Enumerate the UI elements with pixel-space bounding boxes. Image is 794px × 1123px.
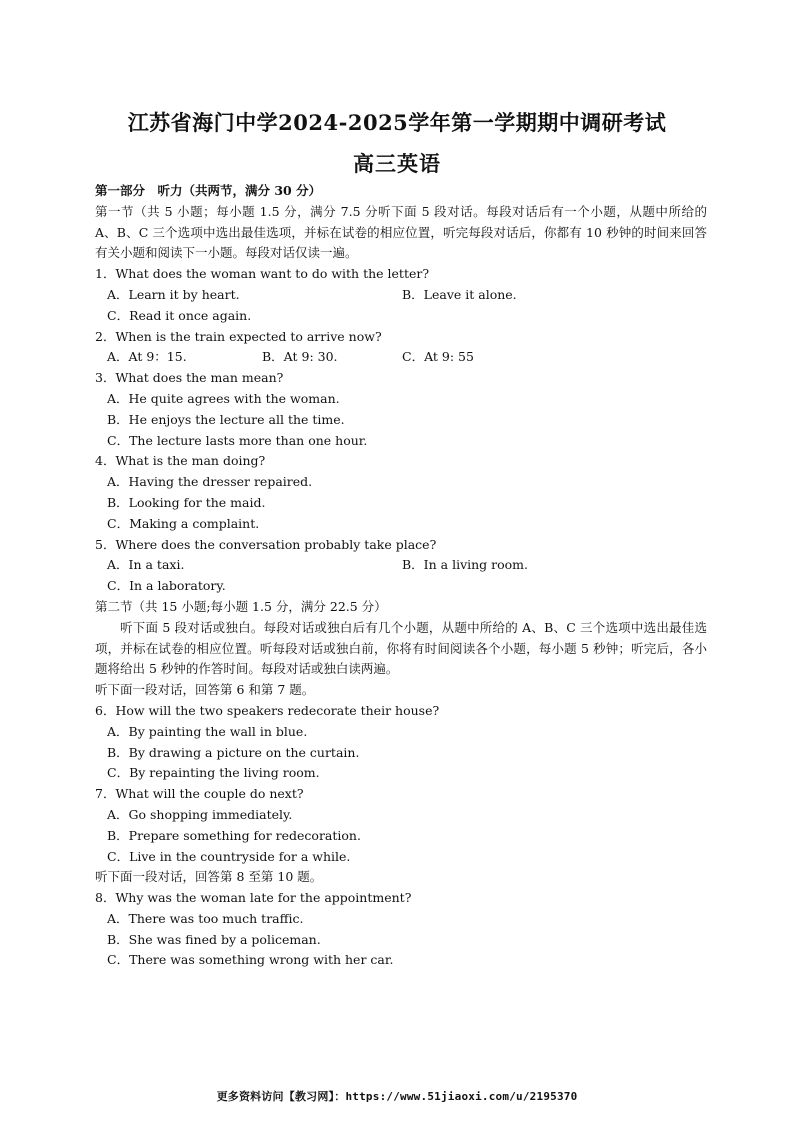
question-2-option-c: C．At 9: 55 bbox=[402, 349, 474, 365]
question-2-stem: 2．When is the train expected to arrive now? bbox=[95, 328, 382, 344]
question-4-stem: 4．What is the man doing? bbox=[95, 453, 266, 469]
question-8-option-b: B．She was fined by a policeman. bbox=[107, 931, 321, 947]
question-2-option-b: B．At 9: 30. bbox=[262, 349, 338, 365]
footer-link-text: 更多资料访问【教习网】：https://www.51jiaoxi.com/u/2195370 bbox=[216, 1090, 578, 1103]
question-5-option-c: C．In a laboratory. bbox=[107, 578, 226, 594]
question-6-option-a: A．By painting the wall in blue. bbox=[107, 723, 308, 739]
question-7-option-c: C．Live in the countryside for a while. bbox=[107, 848, 351, 864]
part1-heading: 第一部分 听力（共两节，满分 30 分） bbox=[95, 183, 322, 198]
section1-intro: 第一节（共 5 小题；每小题 1.5 分，满分 7.5 分听下面 5 段对话。每段对话后有一个小题，从题中所给的 A、B、C 三个选项中选出最佳选项，并标在试卷的相应位置，听完每段对话后，你都有 10 秒钟的时间来回答有关小题和阅读下一小题。每段对话仅读一遍。 bbox=[95, 203, 707, 261]
question-6-option-c: C．By repainting the living room. bbox=[107, 765, 320, 781]
question-3-option-a: A．He quite agrees with the woman. bbox=[107, 390, 340, 406]
section2-intro: 听下面 5 段对话或独白。每段对话或独白后有几个小题，从题中所给的 A、B、C 三个选项中选出最佳选项，并标在试卷的相应位置。听每段对话或独白前，你将有时间阅读各个小题，每小题 5 秒钟；听完后，各小题将给出 5 秒钟的作答时间。每段对话或独白读两遍。 bbox=[95, 619, 707, 677]
question-4-option-b: B．Looking for the maid. bbox=[107, 494, 266, 510]
exam-subtitle: 高三英语 bbox=[353, 151, 441, 176]
question-3-option-c: C．The lecture lasts more than one hour. bbox=[107, 432, 368, 448]
exam-title: 江苏省海门中学2024-2025学年第一学期期中调研考试 bbox=[127, 110, 667, 135]
listen-instruction-6-7: 听下面一段对话，回答第 6 和第 7 题。 bbox=[95, 682, 315, 698]
question-8-stem: 8．Why was the woman late for the appointment? bbox=[95, 890, 412, 906]
listen-instruction-8-10: 听下面一段对话，回答第 8 至第 10 题。 bbox=[95, 869, 323, 885]
question-7-stem: 7．What will the couple do next? bbox=[95, 786, 304, 802]
question-3-option-b: B．He enjoys the lecture all the time. bbox=[107, 411, 345, 427]
question-1-option-b: B．Leave it alone. bbox=[402, 286, 517, 302]
question-7-option-b: B．Prepare something for redecoration. bbox=[107, 827, 361, 843]
question-8-option-c: C．There was something wrong with her car. bbox=[107, 952, 394, 968]
question-4-option-a: A．Having the dresser repaired. bbox=[107, 474, 313, 490]
exam-content bbox=[95, 181, 707, 971]
question-2-option-a: A．At 9：15. bbox=[107, 349, 187, 365]
question-7-option-a: A．Go shopping immediately. bbox=[107, 806, 293, 822]
question-3-stem: 3．What does the man mean? bbox=[95, 370, 284, 386]
question-1-stem: 1．What does the woman want to do with the letter? bbox=[95, 266, 430, 282]
question-1-option-a: A．Learn it by heart. bbox=[107, 286, 240, 302]
question-1-options-row bbox=[95, 285, 707, 306]
question-5-option-b: B．In a living room. bbox=[402, 557, 529, 573]
question-6-stem: 6．How will the two speakers redecorate their house? bbox=[95, 702, 440, 718]
section2-heading: 第二节（共 15 小题;每小题 1.5 分，满分 22.5 分） bbox=[95, 598, 387, 614]
question-1-option-c: C．Read it once again. bbox=[107, 307, 252, 323]
question-6-option-b: B．By drawing a picture on the curtain. bbox=[107, 744, 360, 760]
question-2-options-row bbox=[95, 347, 707, 368]
question-4-option-c: C．Making a complaint. bbox=[107, 515, 260, 531]
question-8-option-a: A．There was too much traffic. bbox=[107, 910, 304, 926]
question-5-option-a: A．In a taxi. bbox=[107, 557, 185, 573]
question-5-options-row bbox=[95, 555, 707, 576]
question-5-stem: 5．Where does the conversation probably take place? bbox=[95, 536, 437, 552]
